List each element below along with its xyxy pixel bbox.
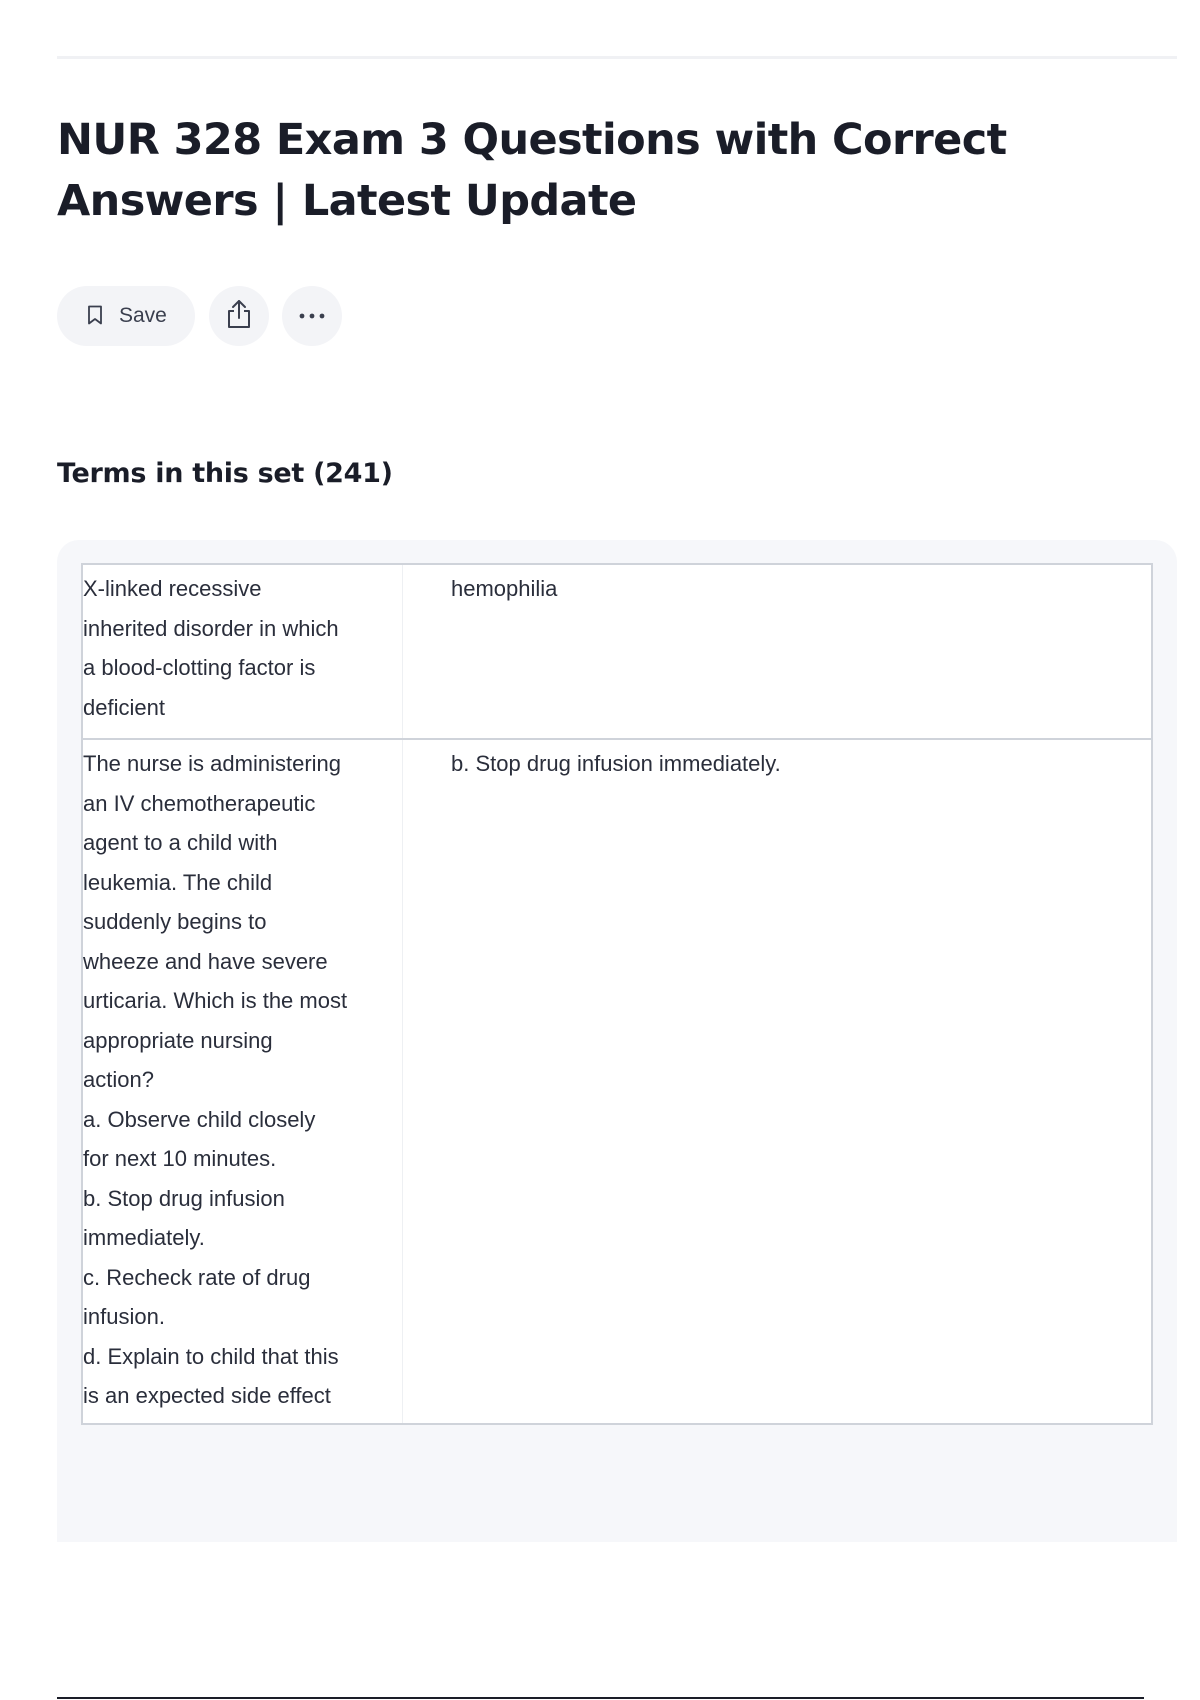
table-row — [82, 739, 1152, 1424]
definition-text: hemophilia — [451, 576, 558, 601]
bookmark-icon — [87, 305, 105, 327]
share-icon — [225, 298, 253, 335]
bottom-divider — [57, 1697, 1144, 1699]
page-title: NUR 328 Exam 3 Questions with Correct Answers | Latest Update — [57, 115, 1007, 226]
top-divider — [57, 56, 1177, 59]
save-button[interactable] — [57, 286, 195, 346]
save-button-label: Save — [119, 304, 167, 327]
action-toolbar — [57, 286, 342, 346]
term-text: X-linked recessive inherited disorder in which a blood-clotting factor is deficient — [82, 564, 403, 739]
more-options-button[interactable] — [282, 286, 342, 346]
terms-count-heading: Terms in this set (241) — [57, 458, 393, 489]
share-button[interactable] — [209, 286, 269, 346]
table-row — [82, 564, 1152, 739]
terms-table — [81, 563, 1153, 1425]
term-text: The nurse is administering an IV chemotherapeutic agent to a child with leukemia. The child suddenly begins to wheeze and have severe urticaria. Which is the most appropriate nursing action? a. Observe child closely for next 10 minutes. b. Stop drug infusion immediately. c. Recheck rate of drug infusion. d. Explain to child that this is an expected side effect — [82, 739, 403, 1424]
more-horizontal-icon — [297, 307, 327, 325]
definition-text: b. Stop drug infusion immediately. — [451, 751, 781, 776]
